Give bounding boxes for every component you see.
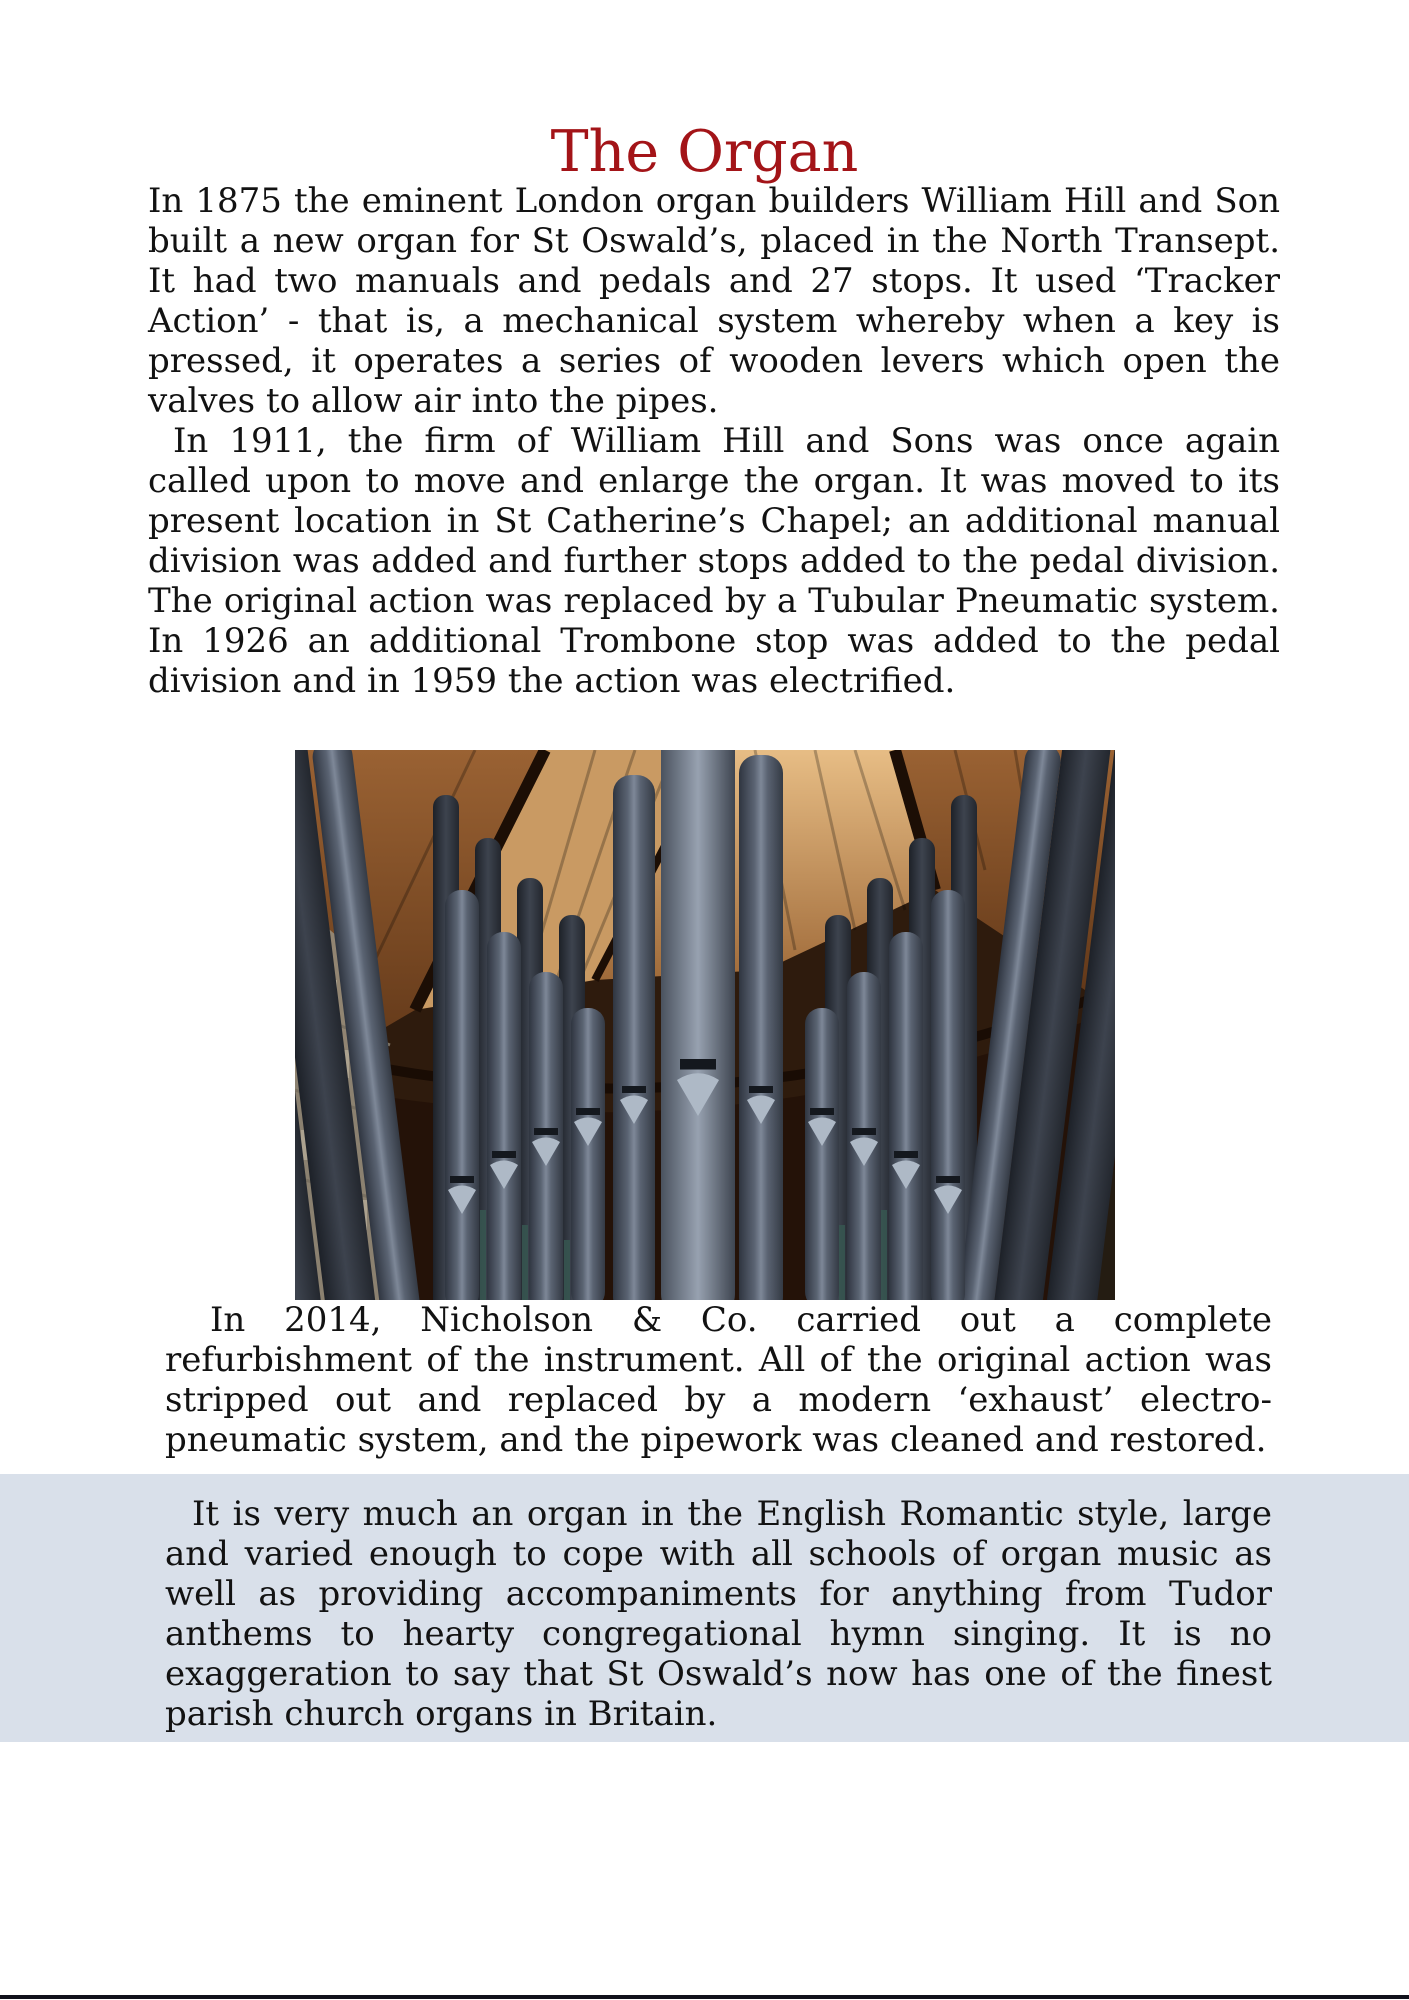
paragraph-1875: In 1875 the eminent London organ builders William Hill and Son built a new organ for St Oswald’s, placed in the North Transept. It had two manuals and pedals and 27 stops. It used ‘Tracker Action’ - that is, a mechanical system whereby when a key is pressed, it operates a series of wooden levers which open the valves to allow air into the pipes.: [148, 181, 1280, 421]
organ-pipes-illustration: [295, 750, 1115, 1300]
highlight-section: [0, 1474, 1409, 1742]
body-text-block-2: [0, 1300, 1409, 1460]
paragraph-romantic-style: It is very much an organ in the English Romantic style, large and varied enough to cope with all schools of organ music as well as providing accompaniments for anything from Tudor anthems to hearty congregational hymn singing. It is no exaggeration to say that St Oswald’s now has one of the finest parish church organs in Britain.: [165, 1494, 1272, 1734]
organ-pipes-photo: [295, 750, 1115, 1300]
paragraph-2014: In 2014, Nicholson & Co. carried out a complete refurbishment of the instrument. All of the original action was stripped out and replaced by a modern ‘exhaust’ electro-pneumatic system, and the pipework was cleaned and restored.: [165, 1300, 1272, 1460]
footer-bar: [0, 1995, 1409, 1999]
paragraph-1911: In 1911, the firm of William Hill and Sons was once again called upon to move and enlarge the organ. It was moved to its present location in St Catherine’s Chapel; an additional manual division was added and further stops added to the pedal division. The original action was replaced by a Tubular Pneumatic system. In 1926 an additional Trombone stop was added to the pedal division and in 1959 the action was electrified.: [148, 421, 1280, 701]
page-title: The Organ: [550, 119, 859, 185]
body-text-block-1: [0, 181, 1409, 701]
photo-pipes-center: [613, 750, 783, 1300]
